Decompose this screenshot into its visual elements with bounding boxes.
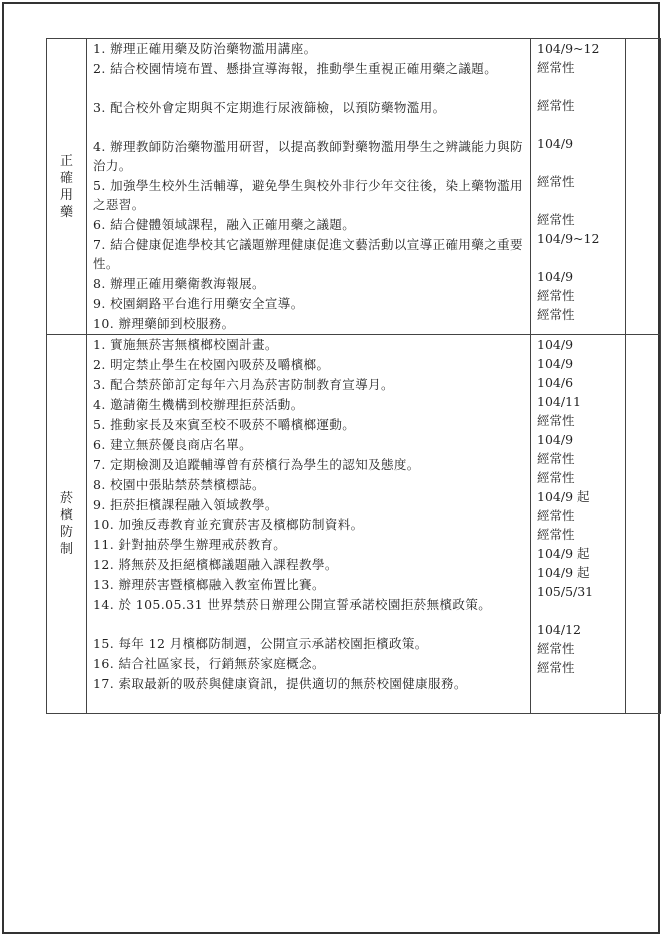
category-char: 藥: [59, 204, 73, 220]
category-char: 防: [59, 525, 73, 540]
item-date: 104/12: [537, 622, 581, 637]
item-date: 104/9~12: [537, 231, 600, 246]
item-date: 104/9: [537, 356, 574, 371]
item-date: 經常性: [537, 641, 575, 656]
item-date: 經常性: [537, 212, 575, 227]
notes-cell: [626, 335, 661, 714]
item-text: 9. 校園網路平台進行用藥安全宣導。: [93, 296, 304, 311]
item-date: 經常性: [537, 60, 575, 75]
item-text: 1. 實施無菸害無檳榔校園計畫。: [93, 337, 278, 352]
item-date: 104/9: [537, 337, 574, 352]
plan-table: [46, 38, 661, 714]
item-text: 16. 結合社區家長，行銷無菸家庭概念。: [93, 656, 325, 671]
item-text: 7. 定期檢測及追蹤輔導曾有菸檳行為學生的認知及態度。: [93, 457, 420, 472]
category-cell: [47, 39, 87, 335]
item-text: 7. 結合健康促進學校其它議題辦理健康促進文藝活動以宣導正確用藥之重要性。: [93, 237, 523, 271]
item-text: 4. 邀請衛生機構到校辦理拒菸活動。: [93, 397, 304, 412]
category-char: 用: [59, 187, 73, 203]
section-row: [47, 335, 661, 714]
item-date: 104/6: [537, 375, 574, 390]
item-date: 104/11: [537, 394, 581, 409]
item-text: 2. 明定禁止學生在校園內吸菸及嚼檳榔。: [93, 357, 330, 372]
section-row: [47, 39, 661, 335]
item-text: 6. 結合健體領域課程，融入正確用藥之議題。: [93, 217, 356, 232]
item-text: 12. 將無菸及拒絕檳榔議題融入課程教學。: [93, 557, 338, 572]
item-text: 15. 每年 12 月檳榔防制週，公開宣示承諾校園拒檳政策。: [93, 636, 428, 651]
category-char: 檳: [59, 508, 73, 523]
item-date: 經常性: [537, 288, 575, 303]
item-text: 9. 拒菸拒檳課程融入領域教學。: [93, 497, 278, 512]
item-text: 4. 辦理教師防治藥物濫用研習，以提高教師對藥物濫用學生之辨識能力與防治力。: [93, 139, 523, 173]
items-cell: [87, 335, 531, 714]
category-char: 菸: [59, 491, 73, 506]
item-date: 經常性: [537, 508, 575, 523]
items-cell: [87, 39, 531, 335]
item-text: 3. 配合校外會定期與不定期進行尿液篩檢，以預防藥物濫用。: [93, 100, 446, 115]
item-text: 8. 校園中張貼禁菸禁檳標誌。: [93, 477, 265, 492]
item-date: 105/5/31: [537, 584, 594, 599]
dates-cell: [531, 335, 626, 714]
item-date: 經常性: [537, 660, 575, 675]
item-text: 10. 加強反毒教育並充實菸害及檳榔防制資料。: [93, 517, 364, 532]
item-date: 經常性: [537, 307, 575, 322]
item-text: 5. 推動家長及來賓至校不吸菸不嚼檳榔運動。: [93, 417, 356, 432]
item-date: 104/9 起: [537, 546, 590, 561]
item-text: 8. 辦理正確用藥衛教海報展。: [93, 276, 265, 291]
dates-cell: [531, 39, 626, 335]
item-text: 11. 針對抽菸學生辦理戒菸教育。: [93, 537, 287, 552]
item-text: 10. 辦理藥師到校服務。: [93, 316, 235, 331]
item-date: 經常性: [537, 413, 575, 428]
notes-cell: [626, 39, 661, 335]
item-text: 14. 於 105.05.31 世界禁菸日辦理公開宣誓承諾校園拒菸無檳政策。: [93, 597, 492, 612]
item-date: 104/9 起: [537, 489, 590, 504]
item-date: 104/9: [537, 432, 574, 447]
item-date: 104/9 起: [537, 565, 590, 580]
category-char: 確: [59, 170, 73, 186]
item-date: 104/9: [537, 269, 574, 284]
item-date: 經常性: [537, 98, 575, 113]
category-char: 制: [59, 542, 73, 557]
item-text: 5. 加強學生校外生活輔導，避免學生與校外非行少年交往後，染上藥物濫用之惡習。: [93, 178, 523, 212]
item-text: 13. 辦理菸害暨檳榔融入教室佈置比賽。: [93, 577, 325, 592]
item-date: 經常性: [537, 470, 575, 485]
item-text: 2. 結合校園情境布置、懸掛宣導海報，推動學生重視正確用藥之議題。: [93, 61, 498, 76]
category-char: 正: [59, 153, 73, 169]
item-date: 經常性: [537, 527, 575, 542]
item-text: 1. 辦理正確用藥及防治藥物濫用講座。: [93, 41, 317, 56]
item-text: 17. 索取最新的吸菸與健康資訊，提供適切的無菸校園健康服務。: [93, 676, 467, 691]
item-text: 3. 配合禁菸節訂定每年六月為菸害防制教育宣導月。: [93, 377, 394, 392]
item-date: 經常性: [537, 451, 575, 466]
item-date: 104/9~12: [537, 41, 600, 56]
item-date: 104/9: [537, 136, 574, 151]
item-date: 經常性: [537, 174, 575, 189]
item-text: 6. 建立無菸優良商店名單。: [93, 437, 253, 452]
category-cell: [47, 335, 87, 714]
